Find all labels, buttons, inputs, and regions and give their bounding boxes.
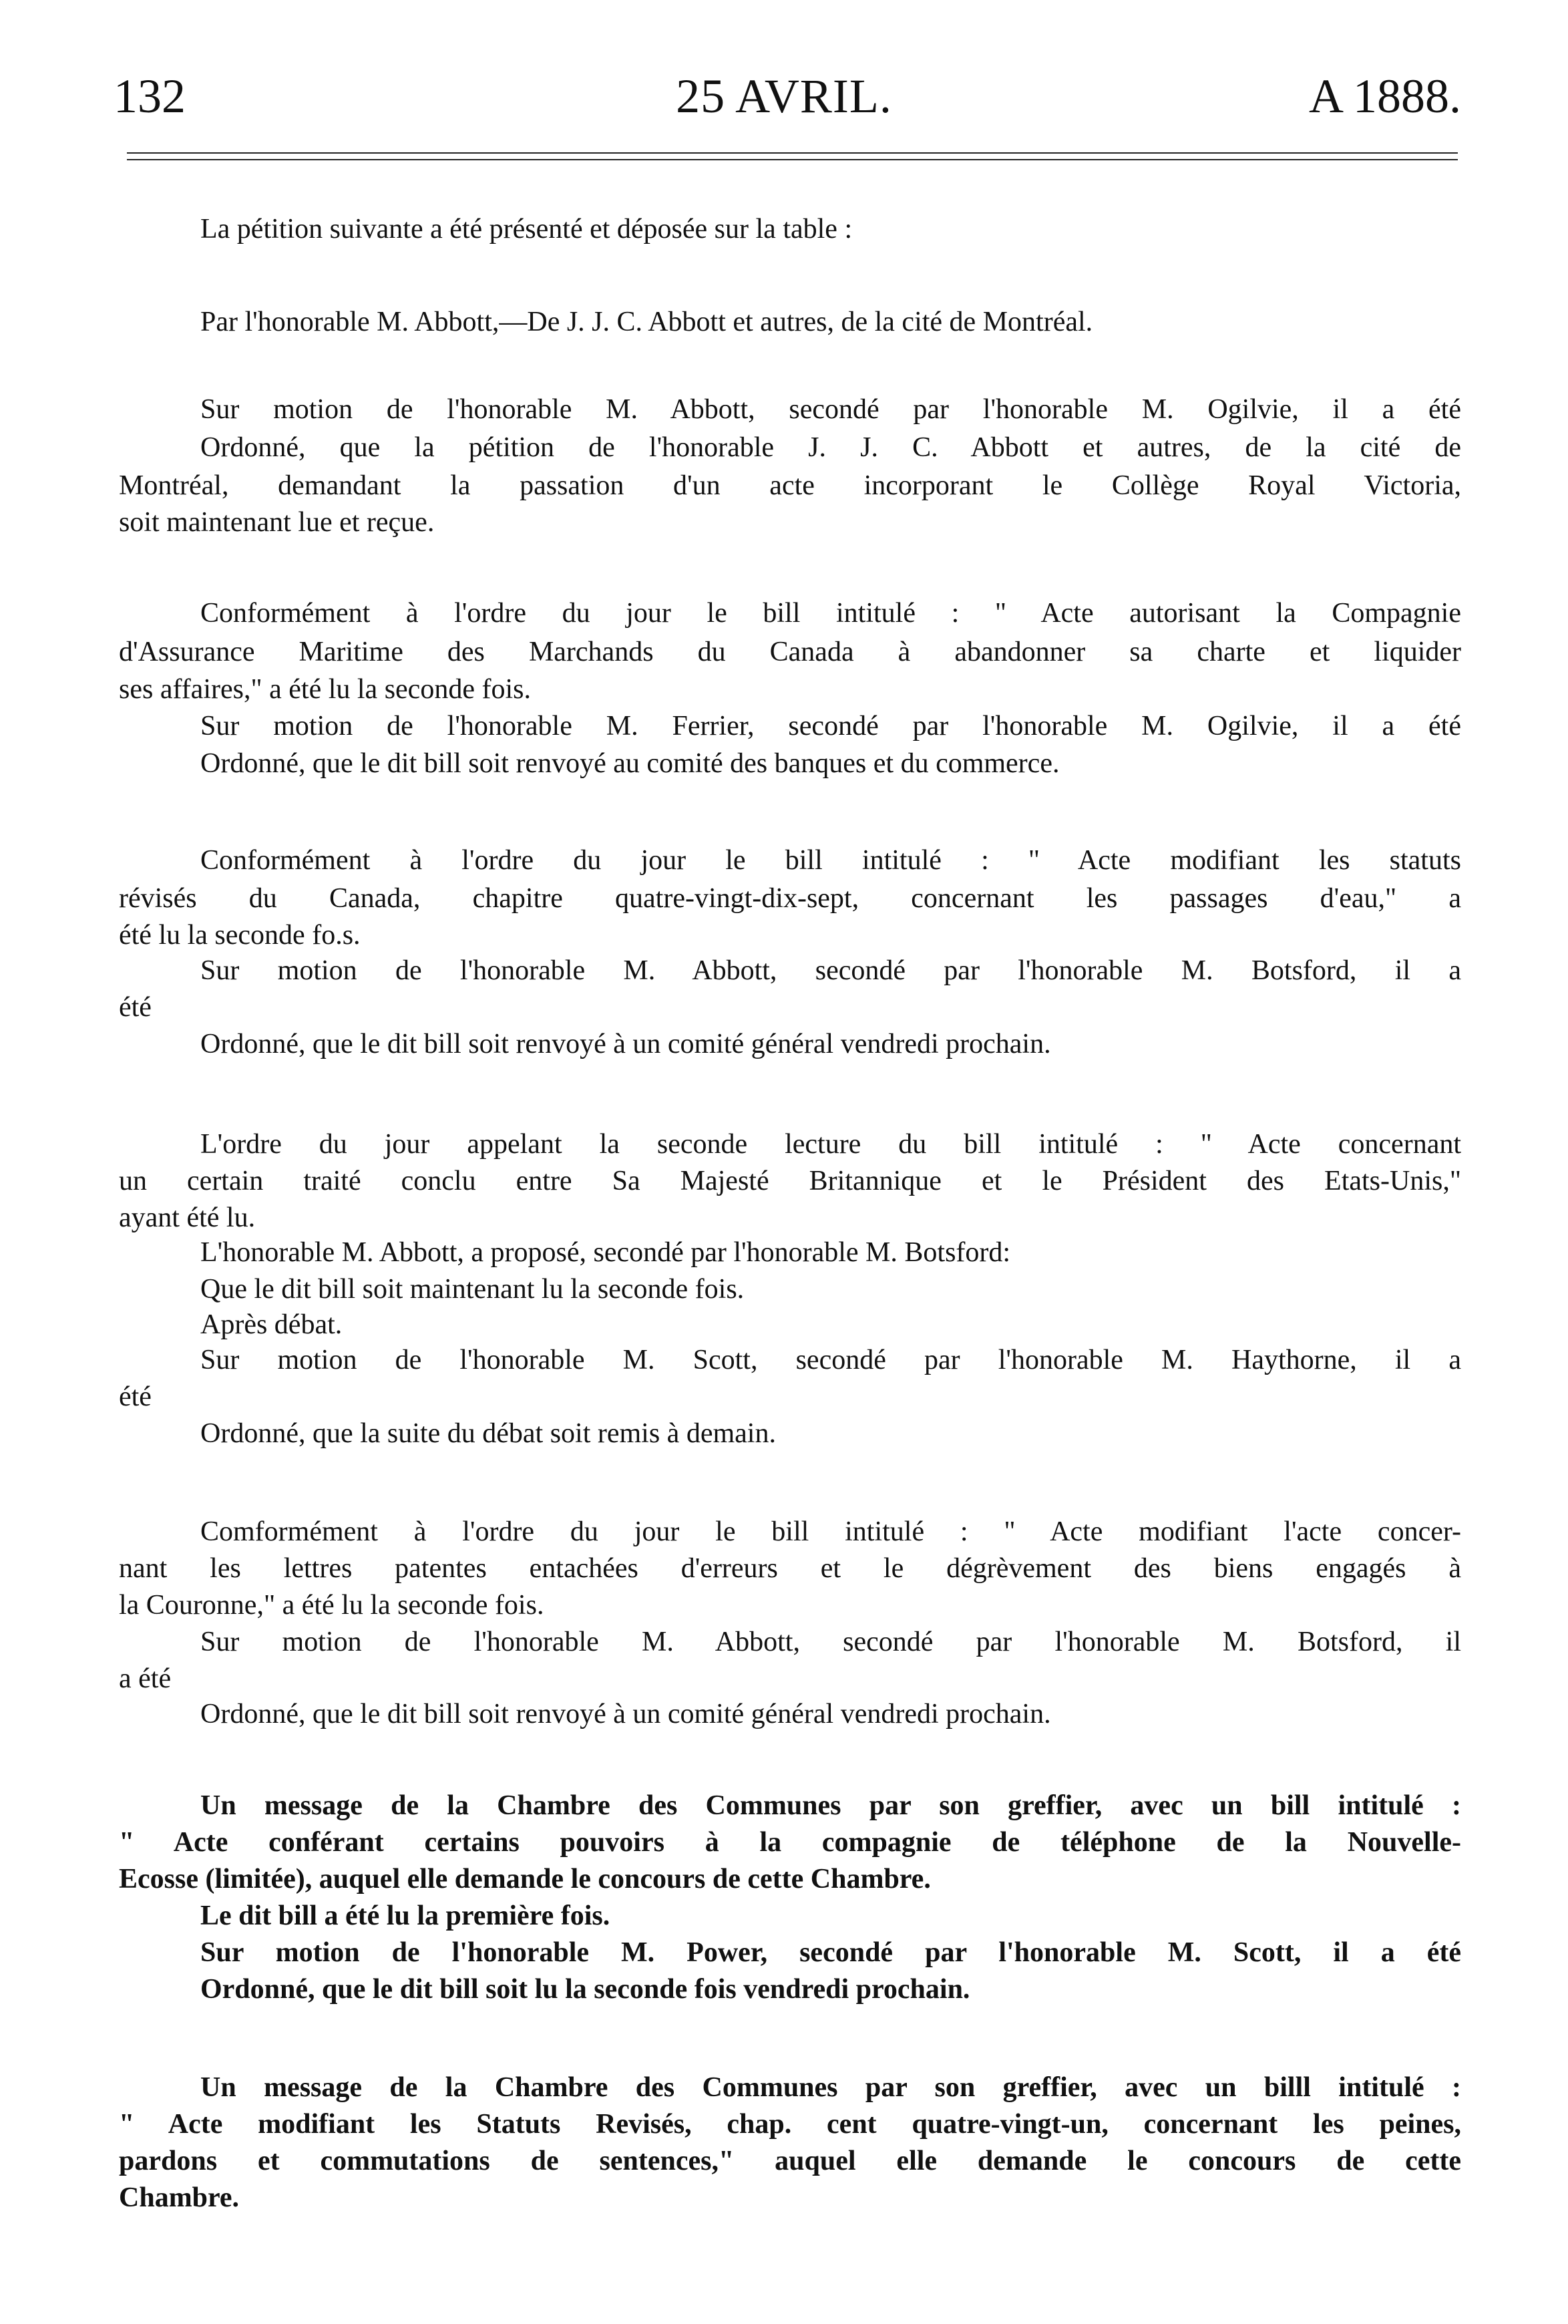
text-line: révisés du Canada, chapitre quatre-vingt-dix-sept, concernant les passages d'eau," a — [119, 883, 1461, 914]
text-line: Après débat. — [200, 1309, 343, 1340]
page-number: 132 — [114, 69, 186, 123]
text-line: Sur motion de l'honorable M. Abbott, secondé par l'honorable M. Botsford, il a — [200, 955, 1461, 986]
text-line: pardons et commutations de sentences," auquel elle demande le concours de cette — [119, 2146, 1461, 2176]
text-line: été — [119, 1381, 152, 1412]
text-line: Que le dit bill soit maintenant lu la seconde fois. — [200, 1274, 745, 1305]
text-line: Ordonné, que la suite du débat soit remis à demain. — [200, 1418, 776, 1449]
text-line: " Acte modifiant les Statuts Revisés, chap. cent quatre-vingt-un, concernant les peines, — [119, 2109, 1461, 2140]
text-line: Sur motion de l'honorable M. Scott, secondé par l'honorable M. Haythorne, il a — [200, 1345, 1461, 1375]
text-line: Ordonné, que le dit bill soit renvoyé à un comité général vendredi prochain. — [200, 1029, 1051, 1059]
text-line: nant les lettres patentes entachées d'erreurs et le dégrèvement des biens engagés à — [119, 1553, 1461, 1584]
running-header-year: A 1888. — [1308, 69, 1461, 123]
text-line: L'ordre du jour appelant la seconde lecture du bill intitulé : " Acte concernant — [200, 1129, 1461, 1160]
text-line: a été — [119, 1663, 172, 1694]
header-rule — [127, 152, 1458, 154]
text-line: Sur motion de l'honorable M. Abbott, secondé par l'honorable M. Ogilvie, il a été — [200, 394, 1461, 425]
header-rule — [127, 159, 1458, 160]
text-line: Ordonné, que le dit bill soit lu la seconde fois vendredi prochain. — [200, 1974, 970, 2005]
text-line: Sur motion de l'honorable M. Ferrier, secondé par l'honorable M. Ogilvie, il a été — [200, 711, 1461, 741]
text-line: Sur motion de l'honorable M. Abbott, secondé par l'honorable M. Botsford, il — [200, 1627, 1461, 1657]
text-line: Ordonné, que la pétition de l'honorable J. J. C. Abbott et autres, de la cité de — [200, 432, 1461, 463]
text-line: un certain traité conclu entre Sa Majesté Britannique et le Président des Etats-Unis," — [119, 1166, 1461, 1196]
text-line: la Couronne," a été lu la seconde fois. — [119, 1590, 544, 1621]
text-line: Ordonné, que le dit bill soit renvoyé à un comité général vendredi prochain. — [200, 1699, 1051, 1729]
text-line: L'honorable M. Abbott, a proposé, secondé par l'honorable M. Botsford: — [200, 1237, 1011, 1268]
text-line: La pétition suivante a été présenté et déposée sur la table : — [200, 214, 853, 244]
text-line: été — [119, 992, 152, 1023]
text-line: Un message de la Chambre des Communes par son greffier, avec un billl intitulé : — [200, 2072, 1461, 2103]
text-line: soit maintenant lue et reçue. — [119, 507, 435, 538]
text-line: Par l'honorable M. Abbott,—De J. J. C. Abbott et autres, de la cité de Montréal. — [200, 307, 1093, 337]
text-line: Ordonné, que le dit bill soit renvoyé au comité des banques et du commerce. — [200, 748, 1060, 779]
text-line: Montréal, demandant la passation d'un acte incorporant le Collège Royal Victoria, — [119, 470, 1461, 501]
text-line: Le dit bill a été lu la première fois. — [200, 1900, 610, 1931]
running-header-date: 25 AVRIL. — [676, 69, 892, 123]
text-line: Conformément à l'ordre du jour le bill intitulé : " Acte modifiant les statuts — [200, 845, 1461, 876]
text-line: Conformément à l'ordre du jour le bill intitulé : " Acte autorisant la Compagnie — [200, 598, 1461, 629]
text-line: été lu la seconde fo.s. — [119, 920, 361, 951]
text-line: Ecosse (limitée), auquel elle demande le concours de cette Chambre. — [119, 1864, 931, 1894]
text-line: ses affaires," a été lu la seconde fois. — [119, 674, 531, 705]
text-line: Sur motion de l'honorable M. Power, secondé par l'honorable M. Scott, il a été — [200, 1937, 1461, 1968]
text-line: Chambre. — [119, 2182, 240, 2213]
text-line: Comformément à l'ordre du jour le bill intitulé : " Acte modifiant l'acte concer- — [200, 1516, 1461, 1547]
text-line: d'Assurance Maritime des Marchands du Canada à abandonner sa charte et liquider — [119, 637, 1461, 667]
text-line: " Acte conférant certains pouvoirs à la compagnie de téléphone de la Nouvelle- — [119, 1827, 1461, 1858]
text-line: ayant été lu. — [119, 1202, 256, 1233]
text-line: Un message de la Chambre des Communes par son greffier, avec un bill intitulé : — [200, 1790, 1461, 1821]
